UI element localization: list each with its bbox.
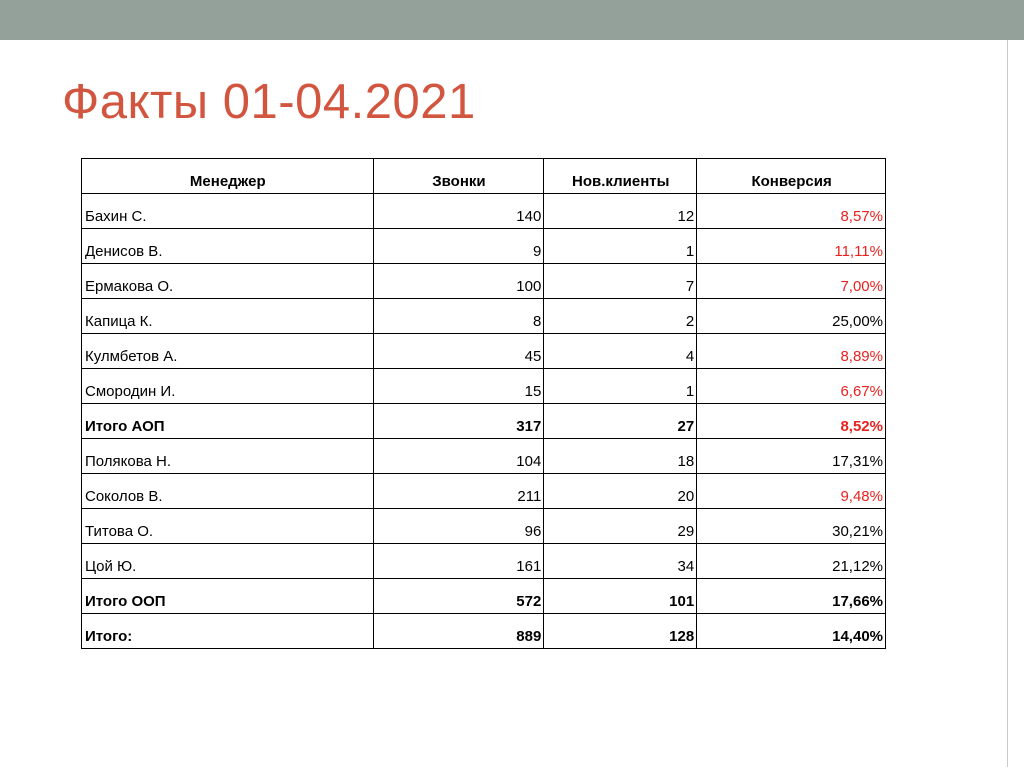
cell-manager: Капица К. bbox=[82, 299, 374, 334]
table-row bbox=[82, 229, 886, 264]
cell-calls: 889 bbox=[373, 614, 544, 649]
cell-conversion: 30,21% bbox=[697, 509, 886, 544]
cell-new-clients: 4 bbox=[544, 334, 697, 369]
cell-conversion: 17,66% bbox=[697, 579, 886, 614]
table-row bbox=[82, 334, 886, 369]
cell-new-clients: 128 bbox=[544, 614, 697, 649]
side-divider bbox=[1007, 40, 1008, 767]
cell-conversion: 8,89% bbox=[697, 334, 886, 369]
cell-calls: 45 bbox=[373, 334, 544, 369]
table-row bbox=[82, 264, 886, 299]
cell-manager: Кулмбетов А. bbox=[82, 334, 374, 369]
cell-manager: Бахин С. bbox=[82, 194, 374, 229]
cell-manager: Титова О. bbox=[82, 509, 374, 544]
cell-calls: 572 bbox=[373, 579, 544, 614]
slide-title: Факты 01-04.2021 bbox=[62, 75, 476, 129]
cell-conversion: 9,48% bbox=[697, 474, 886, 509]
cell-new-clients: 20 bbox=[544, 474, 697, 509]
cell-conversion: 25,00% bbox=[697, 299, 886, 334]
cell-manager: Итого: bbox=[82, 614, 374, 649]
cell-manager: Итого ООП bbox=[82, 579, 374, 614]
header-new-clients: Нов.клиенты bbox=[544, 159, 697, 194]
cell-calls: 100 bbox=[373, 264, 544, 299]
header-calls: Звонки bbox=[373, 159, 544, 194]
cell-new-clients: 7 bbox=[544, 264, 697, 299]
cell-conversion: 17,31% bbox=[697, 439, 886, 474]
table-row bbox=[82, 299, 886, 334]
cell-conversion: 21,12% bbox=[697, 544, 886, 579]
cell-calls: 9 bbox=[373, 229, 544, 264]
table-total-row bbox=[82, 614, 886, 649]
cell-calls: 8 bbox=[373, 299, 544, 334]
table-row bbox=[82, 194, 886, 229]
table-header-row bbox=[82, 159, 886, 194]
cell-manager: Денисов В. bbox=[82, 229, 374, 264]
cell-manager: Ермакова О. bbox=[82, 264, 374, 299]
cell-new-clients: 1 bbox=[544, 229, 697, 264]
cell-new-clients: 101 bbox=[544, 579, 697, 614]
top-bar bbox=[0, 0, 1024, 40]
table-row bbox=[82, 369, 886, 404]
table-total-row bbox=[82, 404, 886, 439]
cell-manager: Цой Ю. bbox=[82, 544, 374, 579]
header-manager: Менеджер bbox=[82, 159, 374, 194]
table-row bbox=[82, 474, 886, 509]
cell-conversion: 7,00% bbox=[697, 264, 886, 299]
cell-new-clients: 1 bbox=[544, 369, 697, 404]
cell-calls: 140 bbox=[373, 194, 544, 229]
table-body bbox=[82, 194, 886, 649]
cell-conversion: 6,67% bbox=[697, 369, 886, 404]
facts-table bbox=[81, 158, 886, 649]
cell-new-clients: 27 bbox=[544, 404, 697, 439]
cell-conversion: 8,57% bbox=[697, 194, 886, 229]
cell-calls: 317 bbox=[373, 404, 544, 439]
cell-conversion: 8,52% bbox=[697, 404, 886, 439]
cell-manager: Полякова Н. bbox=[82, 439, 374, 474]
cell-calls: 161 bbox=[373, 544, 544, 579]
cell-manager: Соколов В. bbox=[82, 474, 374, 509]
table-row bbox=[82, 439, 886, 474]
table-row bbox=[82, 509, 886, 544]
cell-calls: 104 bbox=[373, 439, 544, 474]
cell-new-clients: 18 bbox=[544, 439, 697, 474]
cell-new-clients: 29 bbox=[544, 509, 697, 544]
cell-calls: 15 bbox=[373, 369, 544, 404]
cell-manager: Смородин И. bbox=[82, 369, 374, 404]
table-row bbox=[82, 544, 886, 579]
cell-conversion: 11,11% bbox=[697, 229, 886, 264]
table-total-row bbox=[82, 579, 886, 614]
cell-conversion: 14,40% bbox=[697, 614, 886, 649]
cell-new-clients: 12 bbox=[544, 194, 697, 229]
cell-manager: Итого АОП bbox=[82, 404, 374, 439]
cell-new-clients: 34 bbox=[544, 544, 697, 579]
cell-new-clients: 2 bbox=[544, 299, 697, 334]
cell-calls: 96 bbox=[373, 509, 544, 544]
cell-calls: 211 bbox=[373, 474, 544, 509]
header-conversion: Конверсия bbox=[697, 159, 886, 194]
